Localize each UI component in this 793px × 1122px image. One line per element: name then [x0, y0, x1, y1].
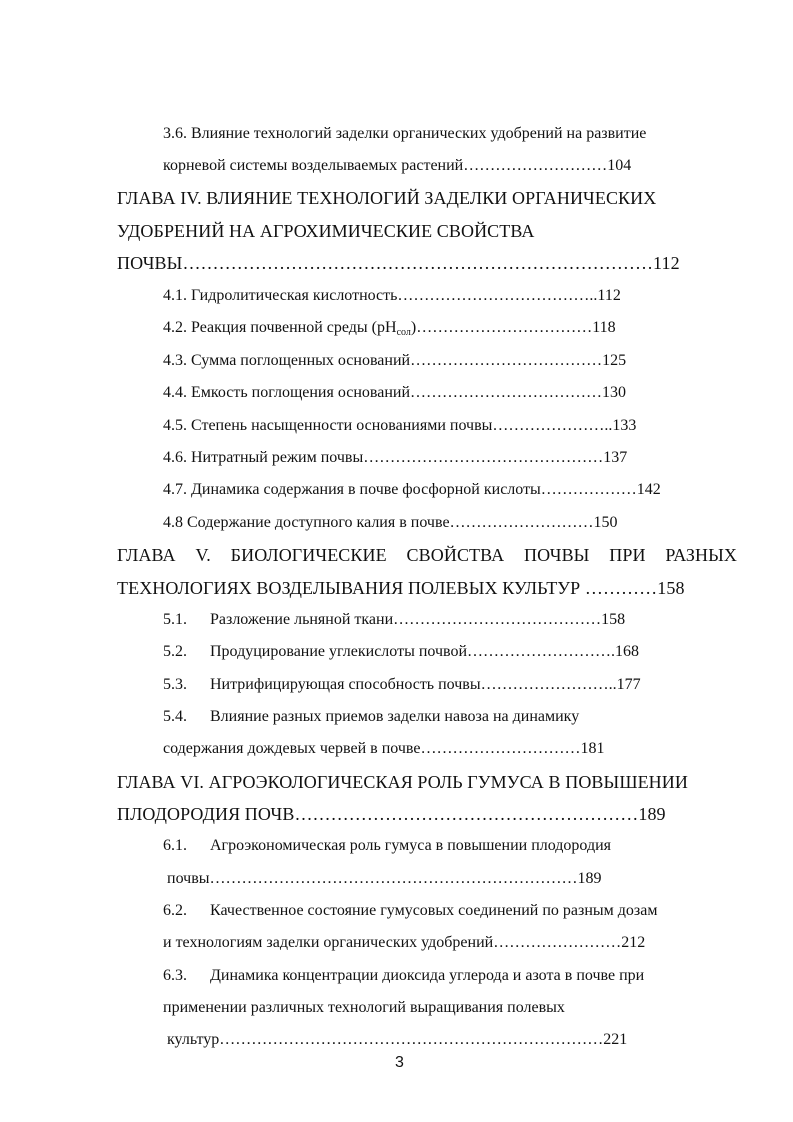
toc-item-4-6: 4.6. Нитратный режим почвы………………………………………137	[163, 449, 628, 466]
toc-item-4-3: 4.3. Сумма поглощенных оснований………………………………125	[163, 352, 627, 369]
chapter-6-title-line2: ПЛОДОРОДИЯ ПОЧВ…………………………………………………189	[117, 804, 666, 824]
subscript-sol: сол	[396, 327, 411, 338]
page-number: 3	[395, 1054, 404, 1071]
toc-item-6-1-line2: почвы……………………………………………………………189	[167, 870, 602, 887]
toc-item-4-2: 4.2. Реакция почвенной среды $(рН_{сол})\dots\dots\dots\dots\dots\dots\dots\dots\dots\dots\dots 118$	[163, 319, 616, 338]
toc-item-5-1: 5.1. Разложение льняной ткани…………………………………158	[163, 611, 626, 628]
toc-item-6-2-line1: 6.2. Качественное состояние гумусовых соединений по разным дозам	[163, 902, 658, 919]
toc-item-3-6-line1: 3.6. Влияние технологий заделки органических удобрений на развитие	[163, 125, 647, 142]
chapter-4-title-line1: ГЛАВА IV. ВЛИЯНИЕ ТЕХНОЛОГИЙ ЗАДЕЛКИ ОРГАНИЧЕСКИХ	[117, 188, 657, 208]
toc-item-5-4-line1: 5.4. Влияние разных приемов заделки навоза на динамику	[163, 708, 580, 725]
toc-item-6-3-line3: культур………………………………………………………………221	[167, 1031, 628, 1048]
toc-item-6-3-line2: применении различных технологий выращивания полевых	[163, 999, 565, 1016]
toc-item-4-8: 4.8 Содержание доступного калия в почве………………………150	[163, 514, 618, 531]
toc-item-4-1: 4.1. Гидролитическая кислотность………………………………..112	[163, 287, 621, 304]
toc-item-6-3-line1: 6.3. Динамика концентрации диоксида углерода и азота в почве при	[163, 967, 645, 984]
chapter-5-title-line2: ТЕХНОЛОГИЯХ ВОЗДЕЛЫВАНИЯ ПОЛЕВЫХ КУЛЬТУР …………158	[117, 578, 685, 598]
toc-item-4-4: 4.4. Емкость поглощения оснований………………………………130	[163, 384, 627, 401]
toc-item-5-3: 5.3. Нитрифицирующая способность почвы……………………..177	[163, 676, 641, 693]
toc-item-6-1-line1: 6.1. Агроэкономическая роль гумуса в повышении плодородия	[163, 837, 612, 854]
toc-item-5-2: 5.2. Продуцирование углекислоты почвой……………………….168	[163, 643, 640, 660]
chapter-6-title-line1: ГЛАВА VI. АГРОЭКОЛОГИЧЕСКАЯ РОЛЬ ГУМУСА В ПОВЫШЕНИИ	[117, 772, 688, 792]
toc-item-3-6-line2: корневой системы возделываемых растений………………………104	[163, 157, 632, 174]
toc-item-4-5: 4.5. Степень насыщенности основаниями почвы…………………..133	[163, 417, 637, 434]
toc-item-6-2-line2: и технологиям заделки органических удобрений……………………212	[163, 934, 646, 951]
toc-item-4-7: 4.7. Динамика содержания в почве фосфорной кислоты………………142	[163, 481, 661, 498]
toc-item-5-4-line2: содержания дождевых червей в почве…………………………181	[163, 740, 605, 757]
chapter-5-title-line1: ГЛАВА V. БИОЛОГИЧЕСКИЕ СВОЙСТВА ПОЧВЫ ПРИ РАЗНЫХ	[117, 545, 737, 565]
chapter-4-title-line2: УДОБРЕНИЙ НА АГРОХИМИЧЕСКИЕ СВОЙСТВА	[117, 221, 535, 241]
chapter-4-title-line3: ПОЧВЫ……………………………………………………………………112	[117, 253, 680, 273]
